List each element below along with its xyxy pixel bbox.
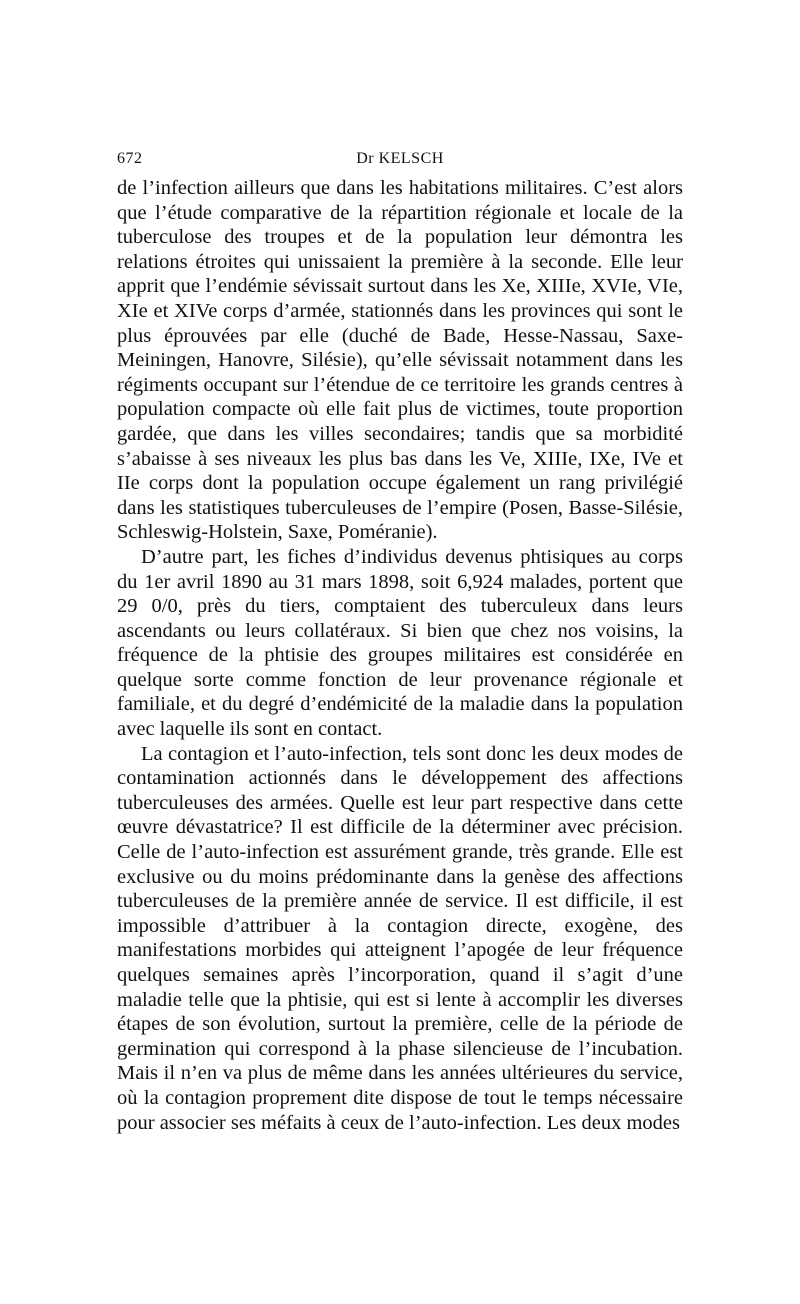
page-header xyxy=(117,150,683,176)
body-text xyxy=(117,176,683,1135)
book-page xyxy=(117,150,683,1135)
page-number: 672 xyxy=(117,150,143,167)
paragraph-1: de l’infection ailleurs que dans les habitations militaires. C’est alors que l’étude comparative de la répartition régionale et locale de la tuberculose des troupes et de la population leur démontra les relations étroites qui unissaient la première à la seconde. Elle leur apprit que l’endémie sévissait surtout dans les Xe, XIIIe, XVIe, VIe, XIe et XIVe corps d’armée, stationnés dans les provinces qui sont le plus éprouvées par elle (duché de Bade, Hesse-Nassau, Saxe-Meiningen, Hanovre, Silésie), qu’elle sévissait notamment dans les régiments occupant sur l’étendue de ce territoire les grands centres à population compacte où elle fait plus de victimes, toute proportion gardée, que dans les villes secondaires; tandis que sa morbidité s’abaisse à ses niveaux les plus bas dans les Ve, XIIIe, IXe, IVe et IIe corps dont la population occupe également un rang privilégié dans les statistiques tuberculeuses de l’empire (Posen, Basse-Silésie, Schleswig-Holstein, Saxe, Poméranie). xyxy=(117,177,683,544)
paragraph-2: D’autre part, les fiches d’individus devenus phtisiques au corps du 1er avril 1890 au 31 mars 1898, soit 6,924 malades, portent que 29 0/0, près du tiers, comptaient des tuberculeux dans leurs ascendants ou leurs collatéraux. Si bien que chez nos voisins, la fréquence de la phtisie des groupes militaires est considérée en quelque sorte comme fonction de leur provenance régionale et familiale, et du degré d’endémicité de la maladie dans la population avec laquelle ils sont en contact. xyxy=(117,545,683,741)
running-head: Dr KELSCH xyxy=(356,150,444,167)
paragraph-3: La contagion et l’auto-infection, tels sont donc les deux modes de contamination actionnés dans le développement des affections tuberculeuses des armées. Quelle est leur part respective dans cette œuvre dévastatrice? Il est difficile de la déterminer avec précision. Celle de l’auto-infection est assurément grande, très grande. Elle est exclusive ou du moins prédominante dans la genèse des affections tuberculeuses de la première année de service. Il est difficile, il est impossible d’attribuer à la contagion directe, exogène, des manifestations morbides qui atteignent l’apogée de leur fréquence quelques semaines après l’incorporation, quand il s’agit d’une maladie telle que la phtisie, qui est si lente à accomplir les diverses étapes de son évolution, surtout la première, celle de la période de germination qui correspond à la phase silencieuse de l’incubation. Mais il n’en va plus de même dans les années ultérieures du service, où la contagion proprement dite dispose de tout le temps nécessaire pour associer ses méfaits à ceux de l’auto-infection. Les deux modes xyxy=(117,742,683,1134)
